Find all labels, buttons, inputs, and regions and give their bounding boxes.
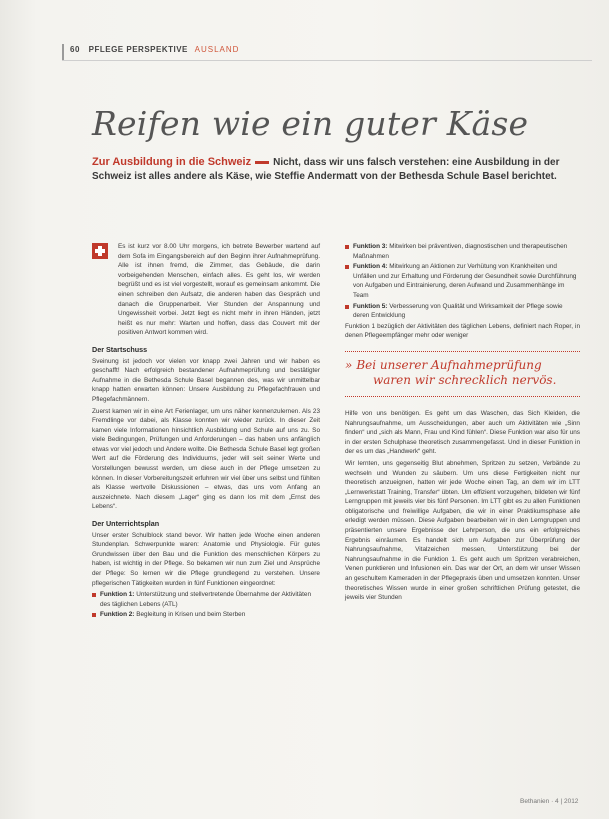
quote-line: waren wir schrecklich nervös. <box>373 372 557 387</box>
list-item <box>92 590 320 609</box>
running-header <box>70 45 239 54</box>
quote-mark-icon: » <box>345 357 353 372</box>
function-label: Funktion 4: <box>353 263 388 271</box>
pull-quote <box>345 351 580 397</box>
function-text: Mitwirkung an Aktionen zur Verhütung von Krankheiten und Unfällen und zur Erhaltung und Förderung der Gesundheit sowie Durchführung von Aufgaben und Eintrainierung, deren Aufwand und Zusammenhänge im Team <box>353 263 577 299</box>
paragraph: Zuerst kamen wir in eine Art Ferienlager, um uns näher kennenzulernen. Als 23 Fremdlinge vor dabei, als Klasse konnten wir wieder zurück. In dieser Zeit kamen viele Informationen hinsichtlich Ausbildung und Schule auf uns zu. So viele Bedingungen, Prüfungen und Anforderungen – das haben uns anfänglich etwas vor viel jedoch und Andere wollte. Die Bethesda Schule Basel legt großen Wert auf die Förderung des Individuums, jeder will seit seiner Werte und Vorstellungen bewusst werden, um diese auch in der Pflege umsetzen zu können. In dieser Vorbereitungszeit erfuhren wir viel über uns selbst und fühlten als Klasse wertvolle Diskussionen – etwas, das uns vom Anfang an auszeichnete. Nach diesem „Lager“ ging es dann los mit dem „Ernst des Lebens“. <box>92 407 320 511</box>
list-item <box>345 302 580 321</box>
heading-unterrichtsplan: Der Unterrichtsplan <box>92 519 160 529</box>
heading-startschuss: Der Startschuss <box>92 344 148 354</box>
intro-text: Es ist kurz vor 8.00 Uhr morgens, ich betrete Bewerber wartend auf dem Sofa im Eingangsbereich auf den Beginn ihrer Aufnahmeprüfung. Alle ist ihnen fremd, die Zimmer, das Gebäude, die darin vorbeigehenden Menschen, einfach alles. Es geht los, wir werden begrüßt und es ist viel vorgestellt, worauf es gemeinsam ankommt. Die einen schreiben den Aufsatz, die anderen haben das Gespräch und danach die Gruppenarbeit. Vier Stunden der Anspannung und Ungewissheit vorbei. Jetzt liegt es nicht mehr in ihren Händen, jetzt heißt es nur mehr: Warten und hoffen, dass das Couvert mit der positiven Antwort kommen wird. <box>118 243 320 337</box>
paragraph: Unser erster Schulblock stand bevor. Wir hatten jede Woche einen anderen Stundenplan. Schwerpunkte waren: Anatomie und Physiologie. Für gutes Grundwissen über den Bau und die Funktion des menschlichen Körpers zu haben, ist wichtig in der Pflege. So bekamen wir nun zum Ziel und Ansprüche der Pflege: So lernen wir die Pflege grundlegend zu verstehen. Unsere pflegerischen Tätigkeiten wurden in fünf Funktionen eingeordnet: <box>92 531 320 587</box>
function-text: Mitwirken bei präventiven, diagnostischen und therapeutischen Maßnahmen <box>353 243 568 260</box>
lead-body: Nicht, dass wir uns falsch verstehen: eine Ausbildung in der Schweiz ist alles andere als Käse, wie Steffie Andermatt von der Bethesda Schule Basel berichtet. <box>92 157 560 182</box>
function-list-right <box>345 242 580 321</box>
page-number: 60 <box>70 45 80 54</box>
list-item <box>92 610 320 620</box>
header-line <box>62 60 592 61</box>
function-label: Funktion 5: <box>353 302 388 310</box>
function-text: Unterstützung und stellvertretende Übernahme der Aktivitäten des täglichen Lebens (ATL) <box>100 591 311 608</box>
function-label: Funktion 3: <box>353 243 388 250</box>
function-text: Begleitung in Krisen und beim Sterben <box>136 611 246 619</box>
function-label: Funktion 1: <box>100 591 135 599</box>
article-title: Reifen wie ein guter Käse <box>92 104 529 143</box>
left-column <box>92 242 320 621</box>
function-list-left <box>92 590 320 620</box>
paragraph: Hilfe von uns benötigen. Es geht um das Waschen, das Sich Kleiden, die Nahrungsaufnahme, um Ausscheidungen, aber auch um Aktivitäten wie „Sinn finden“ und „sich als Mann, Frau und Kind fühlen“. Diese Funktion war also für uns in der ersten Schulphase theoretisch zusammengefasst. Und in dieser Funktion in der es um das „Handwerk“ geht. <box>345 409 580 456</box>
paragraph: Funktion 1 bezüglich der Aktivitäten des täglichen Lebens, definiert nach Roper, in denen Pflegeempfänger mehr oder weniger <box>345 322 580 340</box>
paragraph: Wir lernten, uns gegenseitig Blut abnehmen, Spritzen zu setzen, Verbände zu wechseln und Wunden zu säubern. Um uns diese Fertigkeiten nicht nur theoretisch anzueignen, hatten wir jede Woche einen Tag, an dem wir im LTT „Lernwerkstatt Training, Transfer“ übten. Um effizient vorzugehen, bildeten wir fünf Lerngruppen mit jeweils vier bis fünf Personen. Im LTT gibt es zu allen Funktionen obligatorische und freiwillige Aufgaben, die wir in einer Praktikumsphase alle erledigt werden müssen. Diese Aufgaben bearbeiten wir in den Lerngruppen und präsentierten unsere Ergebnisse der Lehrperson, die uns ein erfolgreiches Ergebnis einräumen. Es handelt sich um Aufgaben zur Überprüfung der Nahrungsaufnahme, Vitalzeichen messen, Unterstützung bei der Nahrungsaufnahme in die Funktion 1. Es geht auch um Spritzen verabreichen, Venen punktieren und Infusionen ein. Das war der Ort, an dem wir unser Wissen an geschultem Kameraden in der Pflegepraxis üben und umsetzen konnten. Unser theoretisches Wissen wurde in einer großen schriftlichen Prüfung getestet, die jeweils vier Stunden <box>345 459 580 602</box>
section-name: AUSLAND <box>194 45 240 54</box>
lead-dash <box>255 161 269 164</box>
quote-text-1: Bei unserer Aufnahmeprüfung <box>356 357 542 372</box>
magazine-name: PFLEGE PERSPEKTIVE <box>88 45 188 54</box>
header-rule <box>62 44 64 60</box>
page-footer: Bethanien · 4 | 2012 <box>520 798 579 805</box>
quote-line <box>345 358 580 373</box>
list-item <box>345 242 580 261</box>
function-text: Verbesserung von Qualität und Wirksamkeit der Pflege sowie deren Entwicklung <box>353 302 563 320</box>
paragraph: Sveinung ist jedoch vor vielen vor knapp zwei Jahren und wir haben es geschafft! Nach erfolgreich bestandener Aufnahmeprüfung und bestätigter Aufnahme in die Bethesda Schule Basel begannen des, was wir unmittelbar knapp hatten erwarten können: Unsere Ausbildung zu Pflegefachfrauen und Pflegefachmännern. <box>92 357 320 403</box>
swiss-cross-icon <box>92 243 108 259</box>
function-label: Funktion 2: <box>100 611 135 619</box>
list-item <box>345 262 580 300</box>
lead-kicker: Zur Ausbildung in die Schweiz <box>92 156 252 168</box>
intro-paragraph <box>92 242 320 338</box>
article-lead <box>92 155 587 184</box>
right-column <box>345 242 580 605</box>
